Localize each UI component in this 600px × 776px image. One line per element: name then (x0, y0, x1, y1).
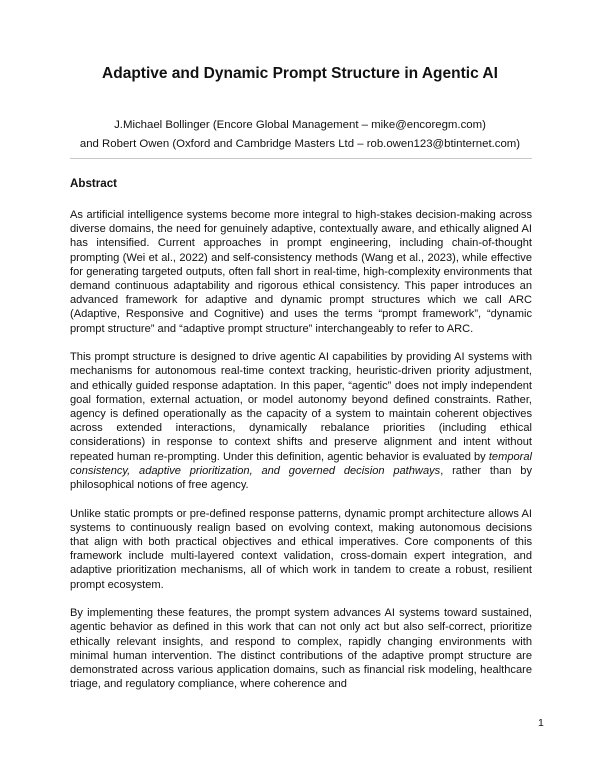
abstract-paragraph-4: By implementing these features, the prompt system advances AI systems toward sustained, agentic behavior as defined in this work that can not only act but also self-correct, prioritize ethically relevant insights, and respond to complex, rapidly changing environments with minimal human intervention. The distinct contributions of the adaptive prompt structure are demonstrated across various application domains, such as financial risk modeling, healthcare triage, and regulatory compliance, where coherence and (70, 607, 532, 691)
author-block (60, 116, 540, 154)
abstract-paragraph-2 (70, 350, 532, 492)
paragraph-2-text-start: This prompt structure is designed to drive agentic AI capabilities by providing AI systems with mechanisms for autonomous real-time context tracking, heuristic-driven priority adjustment, and ethically guided response adaptation. In this paper, “agentic” does not imply independent goal formation, external actuation, or model autonomy beyond defined constraints. Rather, agency is defined operationally as the capacity of a system to maintain coherent objectives across extended interactions, dynamically rebalance priorities (including ethical considerations) in response to context shifts and preserve alignment and intent without repeated human re-prompting. Under this definition, agentic behavior is evaluated by (70, 351, 532, 463)
abstract-heading: Abstract (70, 177, 118, 190)
page-number: 1 (538, 717, 544, 729)
paragraph-2-emphasis: temporal consistency, adaptive prioritization, and governed decision pathways (70, 450, 532, 477)
abstract-paragraph-1: As artificial intelligence systems become more integral to high-stakes decision-making across diverse domains, the need for genuinely adaptive, contextually aware, and ethically aligned AI has intensified. Current approaches in prompt engineering, including chain-of-thought prompting (Wei et al., 2022) and self-consistency methods (Wang et al., 2023), while effective for generating targeted outputs, often fall short in real-time, high-complexity environments that demand continuous adaptability and rigorous ethical consistency. This paper introduces an advanced framework for adaptive and dynamic prompt structures which we call ARC (Adaptive, Responsive and Cognitive) and uses the terms “prompt framework”, “dynamic prompt structure” and “adaptive prompt structure” interchangeably to refer to ARC. (70, 209, 532, 335)
abstract-paragraph-3: Unlike static prompts or pre-defined response patterns, dynamic prompt architecture allows AI systems to continuously realign based on evolving context, making autonomous decisions that align with both practical objectives and ethical imperatives. Core components of this framework include multi-layered context validation, cross-domain expert integration, and adaptive prioritization mechanisms, all of which work in tandem to create a robust, resilient prompt ecosystem. (70, 507, 532, 591)
header-divider (70, 158, 532, 159)
abstract-body (70, 208, 532, 706)
paper-title: Adaptive and Dynamic Prompt Structure in Agentic AI (102, 65, 498, 82)
author-line-1: J.Michael Bollinger (Encore Global Management – mike@encoregm.com) (114, 119, 486, 131)
paragraph-2-text-end: , rather than by philosophical notions of free agency. (70, 464, 532, 492)
author-line-2: and Robert Owen (Oxford and Cambridge Masters Ltd – rob.owen123@btinternet.com) (79, 138, 521, 150)
